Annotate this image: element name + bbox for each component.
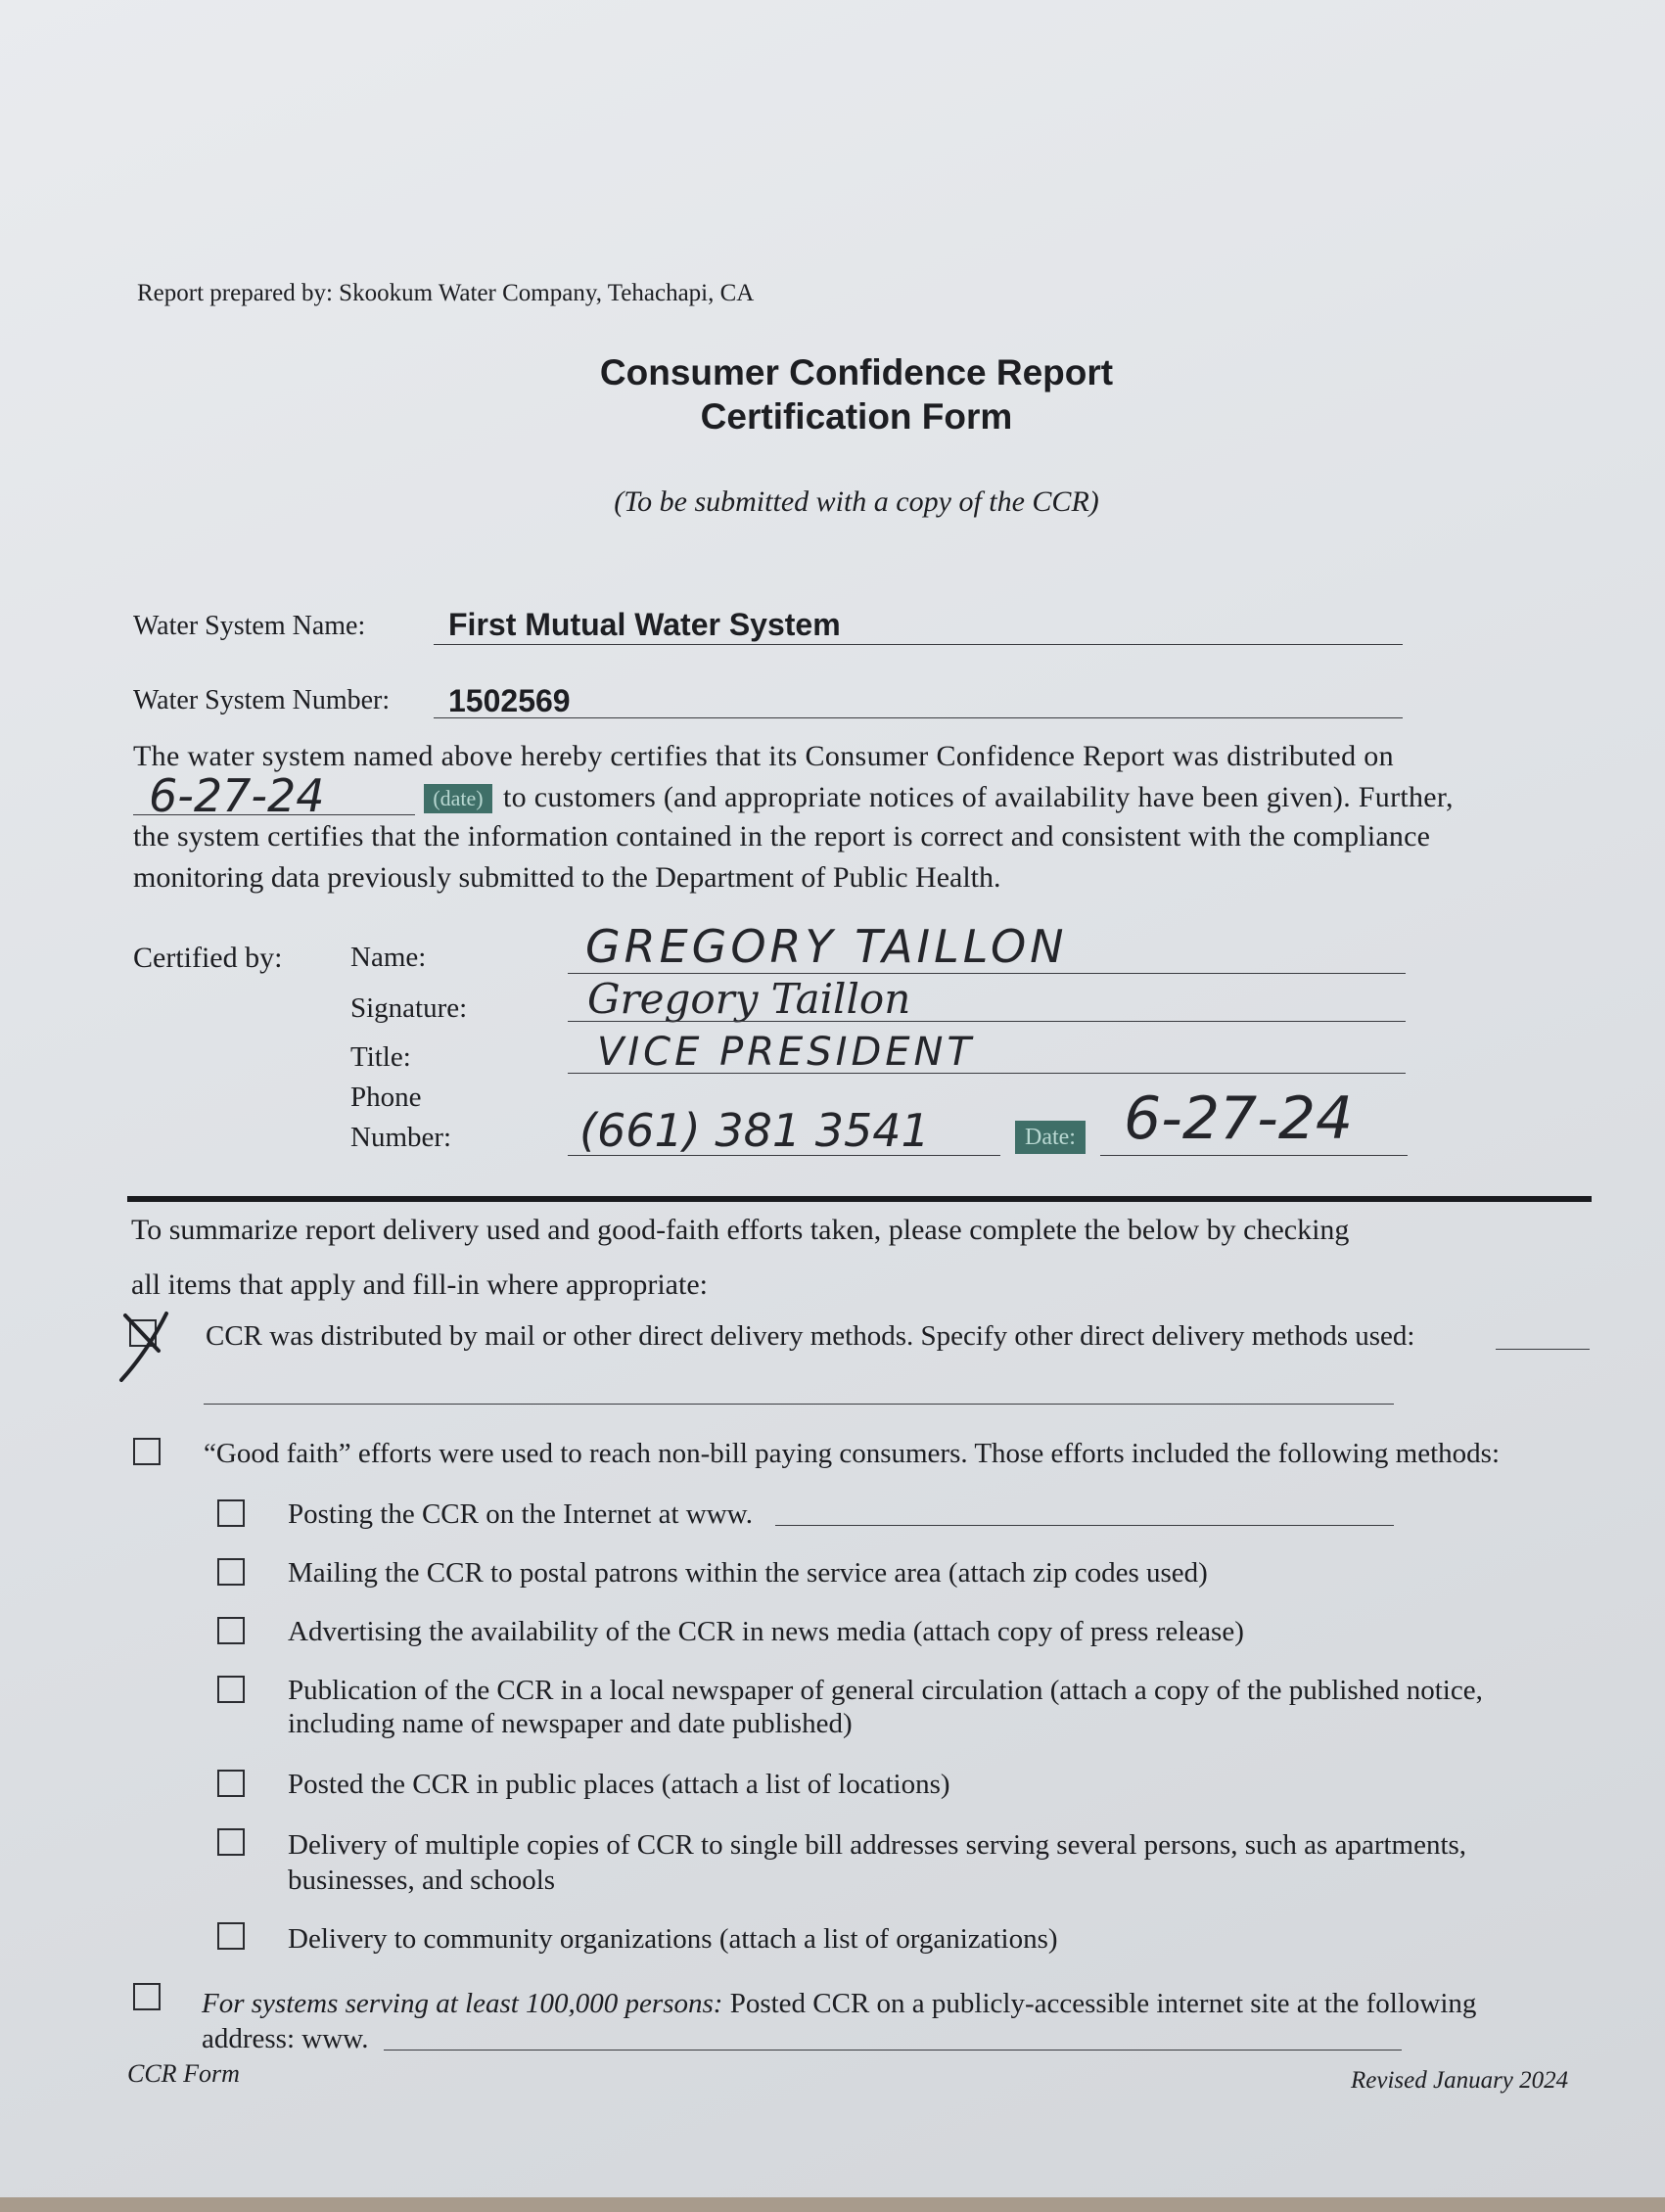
signature-label: Signature: <box>350 992 468 1024</box>
certification-date-value[interactable]: 6-27-24 <box>1124 1084 1354 1153</box>
other-methods-short-line <box>1496 1349 1590 1350</box>
form-title-line1: Consumer Confidence Report <box>599 352 1114 392</box>
phone-number-value[interactable]: (661) 381 3541 <box>579 1104 930 1157</box>
phone-label-line2: Number: <box>350 1122 452 1153</box>
date-label: Date: <box>1015 1121 1086 1154</box>
certifier-title-value[interactable]: VICE PRESIDENT <box>597 1030 975 1075</box>
internet-url-line[interactable] <box>775 1525 1394 1526</box>
signature-value[interactable]: Gregory Taillon <box>587 975 911 1023</box>
certification-line4: monitoring data previously submitted to the Department of Public Health. <box>133 861 1001 894</box>
certified-by-label: Certified by: <box>133 942 283 974</box>
footer-revision: Revised January 2024 <box>1351 2067 1569 2094</box>
multiple-copies-label: Delivery of multiple copies of CCR to single bill addresses serving several persons, such as apartments, <box>288 1829 1467 1861</box>
certifier-name-value[interactable]: GREGORY TAILLON <box>585 920 1068 973</box>
phone-number-line <box>568 1155 1000 1156</box>
good-faith-checkbox[interactable] <box>133 1438 161 1465</box>
newspaper-publication-label-cont: including name of newspaper and date published) <box>288 1708 853 1739</box>
news-media-checkbox[interactable] <box>217 1617 245 1644</box>
summary-intro-line1: To summarize report delivery used and good-faith efforts taken, please complete the below by checking <box>131 1214 1350 1246</box>
date-field-tag: (date) <box>424 784 492 813</box>
large-systems-address-label: address: www. <box>202 2023 369 2054</box>
postal-mailing-checkbox[interactable] <box>217 1558 245 1586</box>
certifier-title-label: Title: <box>350 1041 411 1073</box>
large-systems-label: Posted CCR on a publicly-accessible internet site at the following <box>722 1988 1477 2019</box>
news-media-label: Advertising the availability of the CCR in news media (attach copy of press release) <box>288 1616 1244 1647</box>
large-systems-label-italic: For systems serving at least 100,000 persons: <box>202 1988 723 2019</box>
footer-form-name: CCR Form <box>127 2059 240 2088</box>
certification-line1: The water system named above hereby certifies that its Consumer Confidence Report was distributed on <box>133 740 1394 772</box>
multiple-copies-label-cont: businesses, and schools <box>288 1865 556 1896</box>
newspaper-publication-label: Publication of the CCR in a local newspaper of general circulation (attach a copy of the published notice, <box>288 1675 1483 1706</box>
distribution-date-handwritten[interactable]: 6-27-24 <box>149 769 325 822</box>
large-systems-url-line[interactable] <box>384 2050 1402 2051</box>
form-title-line2: Certification Form <box>700 396 1013 437</box>
certifier-title-line <box>568 1073 1406 1074</box>
water-system-name-label: Water System Name: <box>133 611 366 641</box>
other-methods-line[interactable] <box>204 1404 1394 1405</box>
prepared-by: Report prepared by: Skookum Water Company, Tehachapi, CA <box>137 280 755 306</box>
certification-date-line <box>1100 1155 1408 1156</box>
certification-line3: the system certifies that the information contained in the report is correct and consistent with the compliance <box>133 820 1431 853</box>
certifier-name-label: Name: <box>350 942 427 973</box>
multiple-copies-checkbox[interactable] <box>217 1828 245 1856</box>
postal-mailing-label: Mailing the CCR to postal patrons within the service area (attach zip codes used) <box>288 1557 1208 1589</box>
certifier-name-line <box>568 973 1406 974</box>
community-orgs-checkbox[interactable] <box>217 1922 245 1950</box>
background-surface <box>0 2197 1665 2212</box>
community-orgs-label: Delivery to community organizations (attach a list of organizations) <box>288 1923 1058 1955</box>
checkmark-x-icon <box>116 1308 178 1386</box>
section-divider <box>127 1196 1592 1202</box>
mail-delivery-label: CCR was distributed by mail or other direct delivery methods. Specify other direct delivery methods used: <box>206 1320 1415 1352</box>
water-system-number-label: Water System Number: <box>133 685 391 715</box>
water-system-number-value[interactable]: 1502569 <box>448 683 571 718</box>
large-systems-checkbox[interactable] <box>133 1983 161 2010</box>
water-system-name-line <box>434 644 1403 645</box>
good-faith-label: “Good faith” efforts were used to reach non-bill paying consumers. Those efforts included the following methods: <box>204 1438 1501 1469</box>
water-system-number-line <box>434 717 1403 718</box>
distribution-date-line <box>133 814 415 815</box>
newspaper-publication-checkbox[interactable] <box>217 1676 245 1703</box>
phone-label-line1: Phone <box>350 1082 422 1113</box>
water-system-name-value[interactable]: First Mutual Water System <box>448 607 841 642</box>
internet-posting-checkbox[interactable] <box>217 1499 245 1527</box>
certification-line2: to customers (and appropriate notices of availability have been given). Further, <box>503 781 1454 813</box>
public-places-label: Posted the CCR in public places (attach a list of locations) <box>288 1769 950 1800</box>
internet-posting-label: Posting the CCR on the Internet at www. <box>288 1498 753 1530</box>
signature-line <box>568 1021 1406 1022</box>
summary-intro-line2: all items that apply and fill-in where appropriate: <box>131 1268 708 1301</box>
form-subtitle: (To be submitted with a copy of the CCR) <box>614 485 1099 518</box>
public-places-checkbox[interactable] <box>217 1770 245 1797</box>
